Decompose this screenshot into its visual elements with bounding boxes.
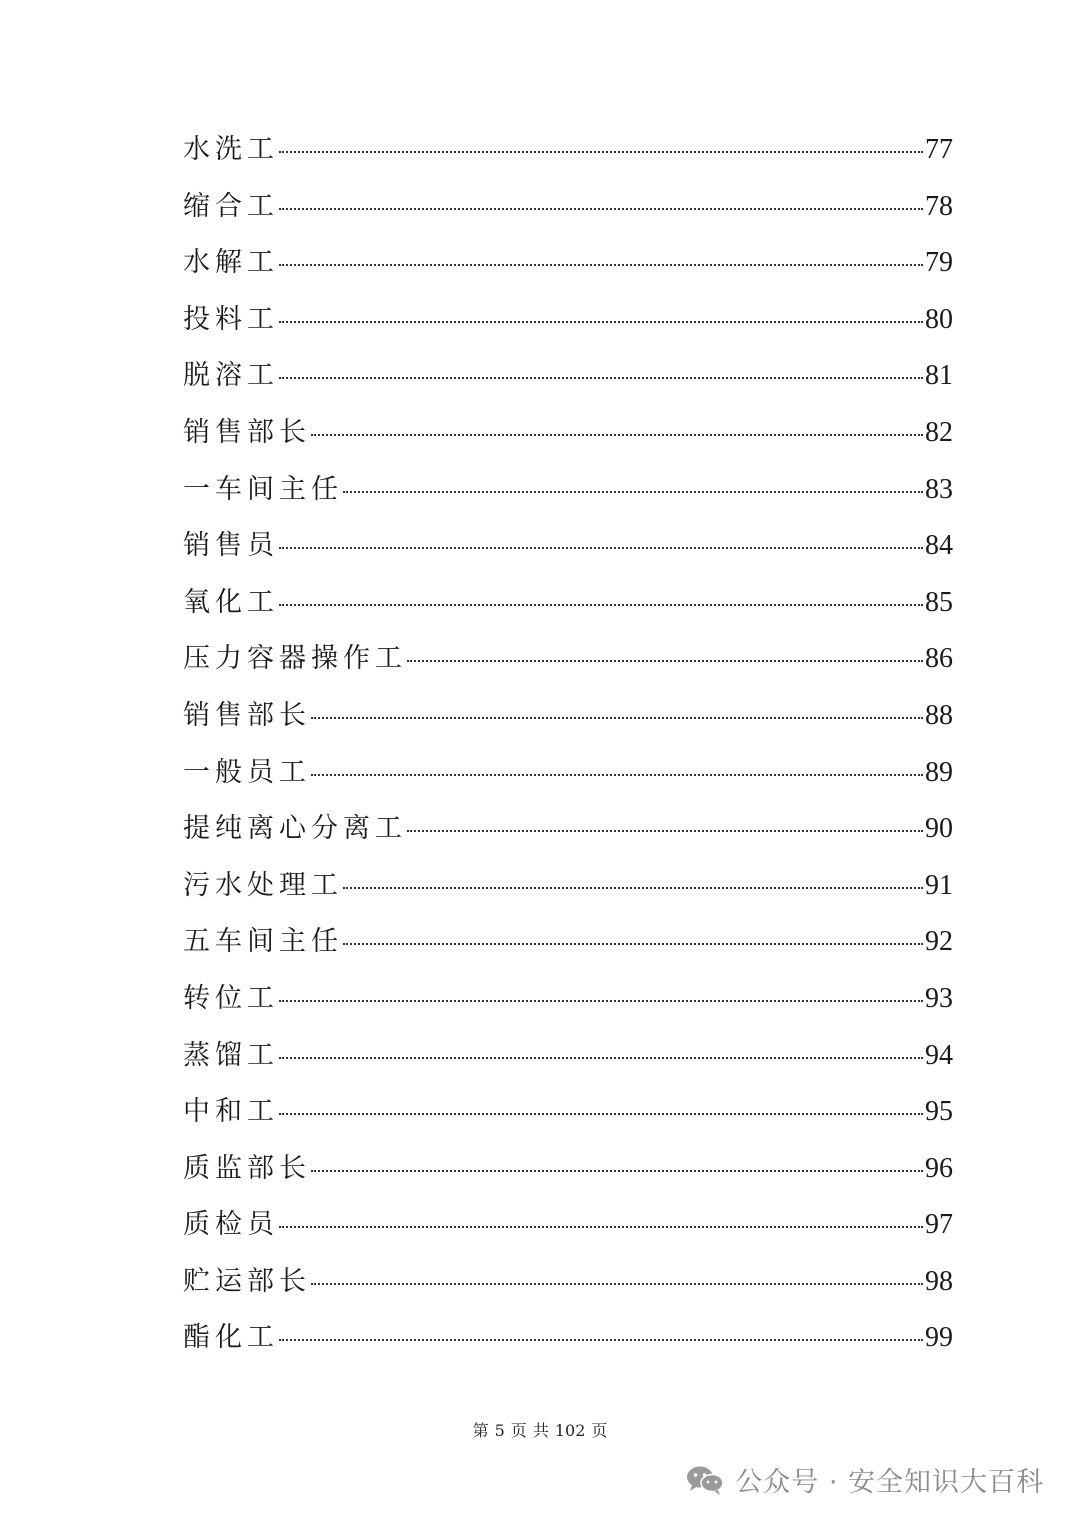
toc-dot-leader: [311, 434, 923, 436]
toc-entry[interactable]: [183, 631, 953, 688]
toc-entry[interactable]: [183, 801, 953, 858]
toc-entry-title: 脱溶工: [183, 360, 279, 392]
toc-entry-page-number: 98: [925, 1265, 953, 1297]
toc-entry[interactable]: [183, 1310, 953, 1367]
toc-entry-page-number: 81: [925, 360, 953, 392]
footer-prefix: 第: [472, 1421, 489, 1440]
toc-entry-title: 压力容器操作工: [183, 643, 407, 675]
toc-entry-page-number: 86: [925, 643, 953, 675]
watermark: [685, 1460, 1044, 1499]
toc-dot-leader: [343, 887, 923, 889]
footer-total-prefix: 共: [532, 1421, 549, 1440]
footer-current-page: 5: [494, 1421, 505, 1440]
toc-dot-leader: [279, 1226, 923, 1228]
toc-entry[interactable]: [183, 1254, 953, 1311]
toc-entry[interactable]: [183, 348, 953, 405]
footer-page-word: 页: [510, 1421, 527, 1440]
toc-dot-leader: [279, 264, 923, 266]
toc-entry-title: 一车间主任: [183, 473, 343, 505]
toc-entry-page-number: 91: [925, 869, 953, 901]
toc-entry-page-number: 94: [925, 1039, 953, 1071]
toc-dot-leader: [311, 717, 923, 719]
page-footer: [0, 1418, 1080, 1441]
toc-entry-title: 氧化工: [183, 586, 279, 618]
toc-entry-page-number: 97: [925, 1209, 953, 1241]
toc-entry-title: 投料工: [183, 303, 279, 335]
toc-entry[interactable]: [183, 235, 953, 292]
toc-dot-leader: [279, 377, 923, 379]
toc-dot-leader: [311, 774, 923, 776]
watermark-text: 公众号 · 安全知识大百科: [735, 1467, 1044, 1498]
toc-entry-title: 水解工: [183, 247, 279, 279]
toc-dot-leader: [279, 151, 923, 153]
toc-entry-page-number: 88: [925, 699, 953, 731]
toc-dot-leader: [279, 547, 923, 549]
toc-entry[interactable]: [183, 914, 953, 971]
toc-entry-page-number: 77: [925, 134, 953, 165]
toc-dot-leader: [279, 208, 923, 210]
toc-entry[interactable]: [183, 1197, 953, 1254]
toc-entry-title: 质监部长: [183, 1152, 311, 1184]
toc-entry-page-number: 93: [925, 982, 953, 1014]
toc-entry-page-number: 90: [925, 813, 953, 845]
toc-entry-page-number: 78: [925, 190, 953, 222]
toc-dot-leader: [343, 943, 923, 945]
toc-entry-page-number: 95: [925, 1096, 953, 1128]
toc-entry[interactable]: [183, 122, 953, 179]
toc-entry-page-number: 96: [925, 1152, 953, 1184]
toc-entry-page-number: 89: [925, 756, 953, 788]
toc-entry[interactable]: [183, 292, 953, 349]
toc-entry-title: 五车间主任: [183, 926, 343, 958]
toc-entry-title: 中和工: [183, 1096, 279, 1128]
toc-dot-leader: [279, 1113, 923, 1115]
toc-dot-leader: [279, 1000, 923, 1002]
toc-dot-leader: [279, 321, 923, 323]
toc-entry-title: 水洗工: [183, 134, 279, 165]
toc-entry[interactable]: [183, 745, 953, 802]
toc-entry-page-number: 84: [925, 530, 953, 562]
toc-entry-page-number: 85: [925, 586, 953, 618]
toc-dot-leader: [407, 660, 923, 662]
toc-entry[interactable]: [183, 688, 953, 745]
toc-entry-title: 污水处理工: [183, 869, 343, 901]
toc-entry-title: 提纯离心分离工: [183, 813, 407, 845]
wechat-icon: [685, 1464, 725, 1496]
toc-entry-title: 销售员: [183, 530, 279, 562]
toc-entry-title: 贮运部长: [183, 1265, 311, 1297]
toc-dot-leader: [407, 830, 923, 832]
toc-entry[interactable]: [183, 1141, 953, 1198]
footer-total-pages: 102: [554, 1421, 586, 1440]
toc-dot-leader: [279, 604, 923, 606]
toc-entry-page-number: 82: [925, 416, 953, 448]
toc-entry-page-number: 99: [925, 1322, 953, 1354]
toc-entry-title: 销售部长: [183, 699, 311, 731]
toc-entry[interactable]: [183, 971, 953, 1028]
toc-entry-page-number: 83: [925, 473, 953, 505]
toc-entry[interactable]: [183, 405, 953, 462]
toc-entry[interactable]: [183, 462, 953, 519]
toc-dot-leader: [311, 1170, 923, 1172]
toc-dot-leader: [279, 1339, 923, 1341]
toc-dot-leader: [343, 491, 923, 493]
toc-entry[interactable]: [183, 518, 953, 575]
toc-dot-leader: [311, 1283, 923, 1285]
toc-entry-title: 蒸馏工: [183, 1039, 279, 1071]
toc-entry-page-number: 92: [925, 926, 953, 958]
toc-entry-title: 缩合工: [183, 190, 279, 222]
toc-entry-title: 转位工: [183, 982, 279, 1014]
toc-entry-title: 销售部长: [183, 416, 311, 448]
toc-entry-title: 质检员: [183, 1209, 279, 1241]
toc-entry-page-number: 79: [925, 247, 953, 279]
toc-entry[interactable]: [183, 1028, 953, 1085]
toc-entry-title: 酯化工: [183, 1322, 279, 1354]
toc-entry[interactable]: [183, 858, 953, 915]
toc-entry[interactable]: [183, 179, 953, 236]
toc-entry[interactable]: [183, 1084, 953, 1141]
toc-entry-page-number: 80: [925, 303, 953, 335]
table-of-contents: [183, 122, 953, 1367]
toc-entry[interactable]: [183, 575, 953, 632]
toc-dot-leader: [279, 1057, 923, 1059]
toc-entry-title: 一般员工: [183, 756, 311, 788]
footer-suffix: 页: [591, 1421, 608, 1440]
